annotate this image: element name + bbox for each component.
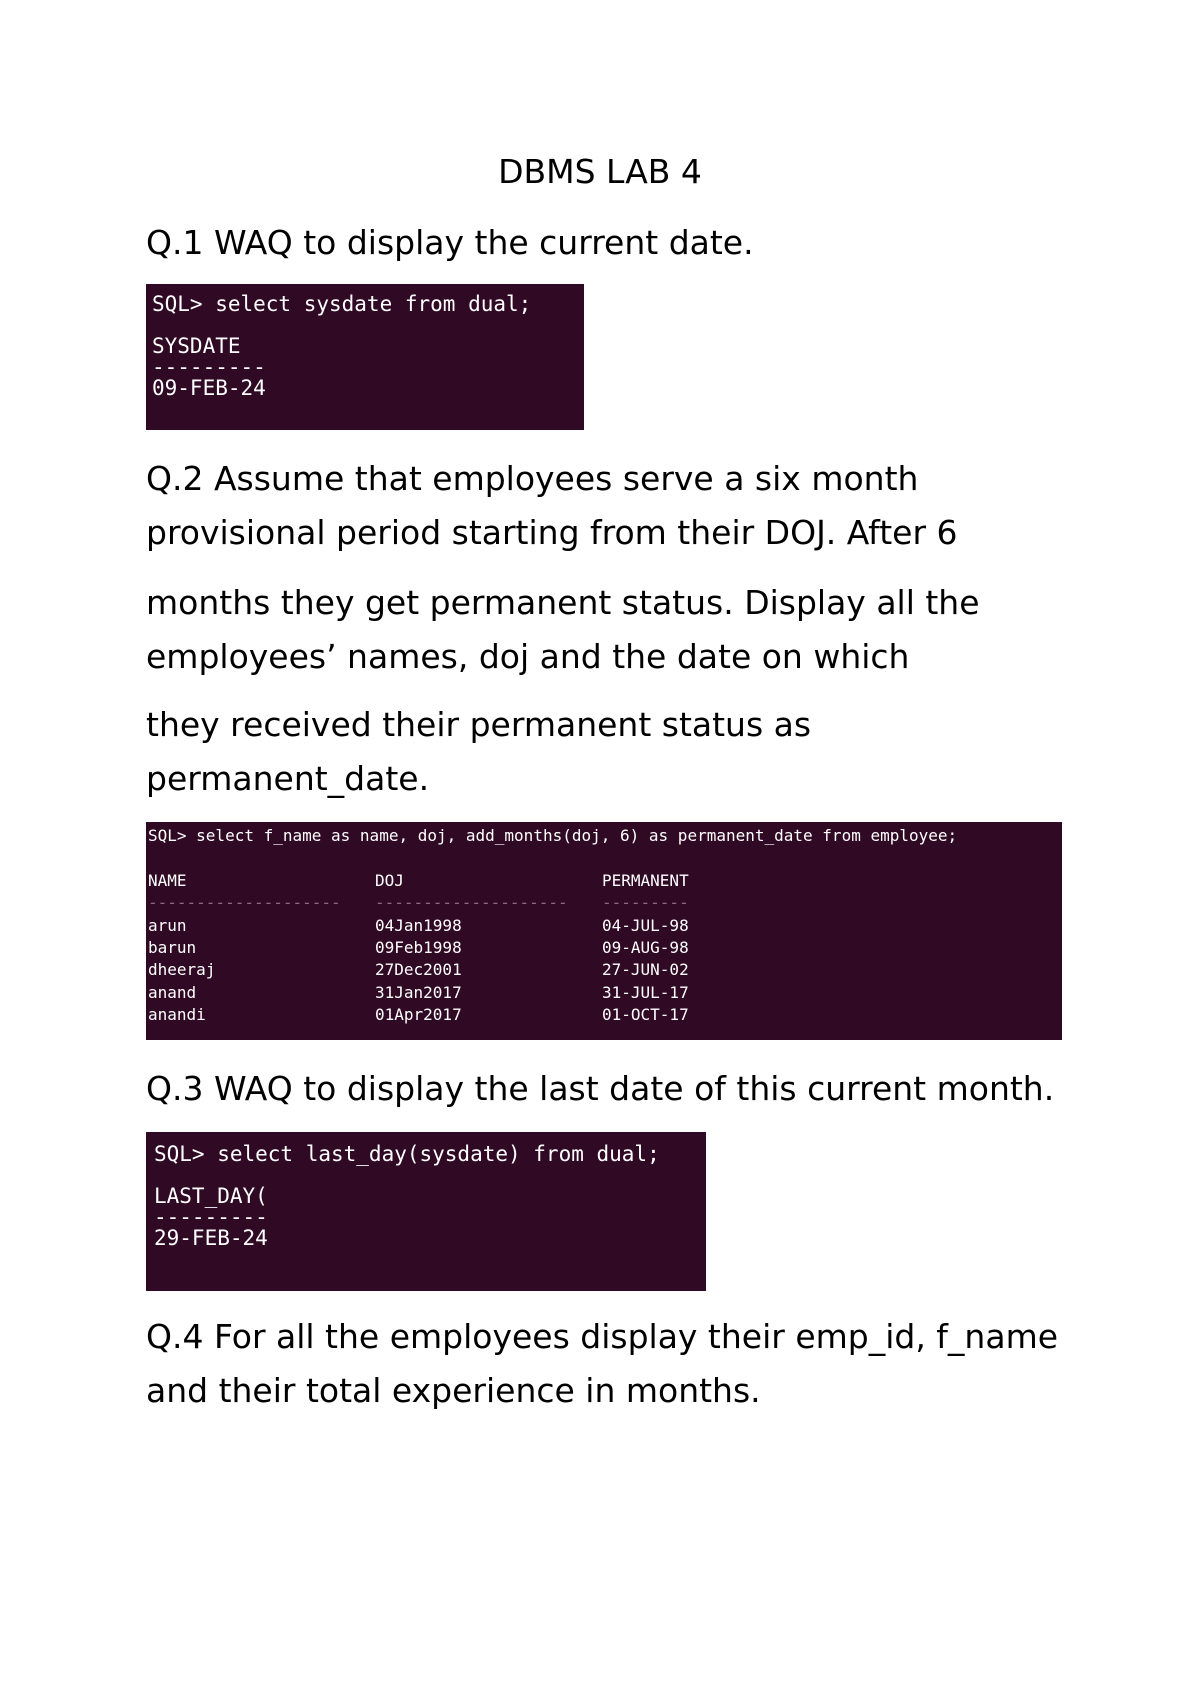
terminal-header-row xyxy=(148,870,1060,892)
cell-doj: 04Jan1998 xyxy=(375,915,462,935)
question-1-text: Q.1 WAQ to display the current date. xyxy=(146,223,754,262)
cell-permanent: 01-OCT-17 xyxy=(602,1005,689,1025)
cell-name: barun xyxy=(148,937,197,957)
cell-doj: 31Jan2017 xyxy=(375,982,462,1002)
terminal-screenshot-q2 xyxy=(146,822,1062,1040)
cell-doj: 27Dec2001 xyxy=(375,960,462,980)
question-4-line: and their total experience in months. xyxy=(146,1371,761,1410)
question-2-line: permanent_date. xyxy=(146,759,430,798)
terminal-screenshot-q3 xyxy=(146,1132,706,1291)
table-row xyxy=(148,959,1060,981)
cell-doj: 09Feb1998 xyxy=(375,937,462,957)
separator: -------------------- xyxy=(375,893,568,913)
cell-permanent: 09-AUG-98 xyxy=(602,937,689,957)
terminal-column-header: SYSDATE xyxy=(152,334,241,358)
column-header-name: NAME xyxy=(148,870,187,890)
question-2-line: months they get permanent status. Display all the xyxy=(146,583,980,622)
cell-name: anandi xyxy=(148,1005,206,1025)
question-3-text: Q.3 WAQ to display the last date of this current month. xyxy=(146,1069,1055,1108)
column-header-doj: DOJ xyxy=(375,870,404,890)
column-header-permanent: PERMANENT xyxy=(602,870,689,890)
separator: --------- xyxy=(602,893,689,913)
question-2 xyxy=(146,452,1086,806)
cell-doj: 01Apr2017 xyxy=(375,1005,462,1025)
table-row xyxy=(148,982,1060,1004)
table-row xyxy=(148,1004,1060,1026)
cell-permanent: 31-JUL-17 xyxy=(602,982,689,1002)
terminal-command: SQL> select f_name as name, doj, add_months(doj, 6) as permanent_date from employee; xyxy=(148,826,958,845)
terminal-command: SQL> select sysdate from dual; xyxy=(152,292,532,316)
cell-permanent: 27-JUN-02 xyxy=(602,960,689,980)
terminal-column-header: LAST_DAY( xyxy=(154,1184,268,1208)
question-3 xyxy=(146,1062,1086,1116)
table-row xyxy=(148,915,1060,937)
question-2-line: they received their permanent status as xyxy=(146,705,812,744)
page-title: DBMS LAB 4 xyxy=(498,152,702,191)
terminal-separator: --------- xyxy=(152,355,266,379)
cell-name: arun xyxy=(148,915,187,935)
terminal-blank-line xyxy=(148,847,1060,869)
cell-name: dheeraj xyxy=(148,960,216,980)
terminal-result: 09-FEB-24 xyxy=(152,376,266,400)
terminal-separator-row xyxy=(148,892,1060,914)
terminal-separator: --------- xyxy=(154,1205,268,1229)
question-4 xyxy=(146,1310,1086,1418)
separator: -------------------- xyxy=(148,893,341,913)
terminal-result: 29-FEB-24 xyxy=(154,1226,268,1250)
question-2-line: employees’ names, doj and the date on which xyxy=(146,637,910,676)
question-2-line: Q.2 Assume that employees serve a six month xyxy=(146,459,919,498)
question-1 xyxy=(146,216,1086,270)
cell-permanent: 04-JUL-98 xyxy=(602,915,689,935)
terminal-command: SQL> select last_day(sysdate) from dual; xyxy=(154,1142,660,1166)
question-2-line: provisional period starting from their DOJ. After 6 xyxy=(146,513,958,552)
question-4-line: Q.4 For all the employees display their emp_id, f_name xyxy=(146,1317,1059,1356)
terminal-screenshot-q1 xyxy=(146,284,584,430)
table-row xyxy=(148,937,1060,959)
cell-name: anand xyxy=(148,982,197,1002)
